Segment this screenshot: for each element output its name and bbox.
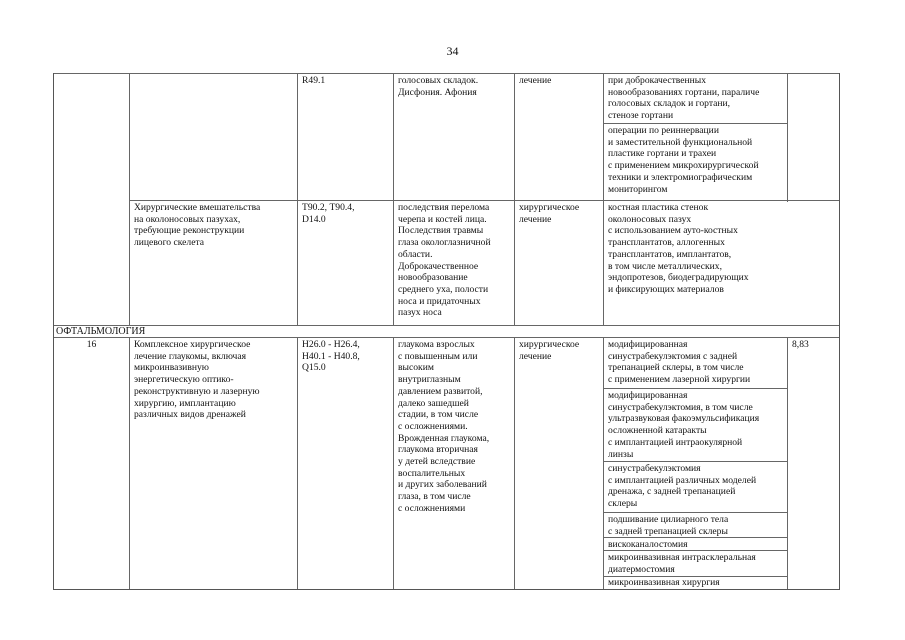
column-divider [129, 73, 130, 325]
column-divider [393, 337, 394, 589]
treatment-table [53, 73, 840, 590]
row-divider [603, 388, 787, 389]
row-number-cell: 16 [86, 339, 97, 350]
column-divider [787, 337, 788, 589]
column-divider [787, 73, 788, 202]
column-divider [514, 337, 515, 589]
treatment-type-cell: лечение [519, 75, 552, 86]
treatment-method-cell: операции по реиннервации и заместительной функциональной пластике гортани и трахеи с применением микрохирургической техники и электромиографическим мониторингом [608, 125, 759, 195]
cost-cell: 8,83 [792, 339, 809, 350]
column-divider [603, 337, 604, 589]
treatment-method-cell: при доброкачественных новообразованиях гортани, параличе голосовых складок и гортани, стенозе гортани [608, 75, 760, 122]
treatment-method-cell: микроинвазивная интрасклеральная диатермостомия [608, 552, 756, 575]
treatment-type-cell: хирургическое лечение [519, 339, 580, 362]
column-divider [514, 73, 515, 325]
section-heading: ОФТАЛЬМОЛОГИЯ [56, 326, 146, 337]
icd-code-cell: R49.1 [302, 75, 326, 86]
treatment-method-cell: микроинвазивная хирургия [608, 577, 720, 588]
row-divider [129, 200, 839, 201]
treatment-method-cell: синустрабекулэктомия с имплантацией различных моделей дренажа, с задней трепанацией склеры [608, 463, 757, 510]
intervention-name-cell: Хирургические вмешательства на околоносовых пазухах, требующие реконструкции лицевого скелета [134, 202, 261, 249]
patient-model-cell: последствия перелома черепа и костей лица. Последствия травмы глаза окологлазничной области. Доброкачественное новообразование среднего уха, полости носа и придаточных пазух носа [398, 202, 491, 319]
treatment-method-cell: костная пластика стенок околоносовых пазух с использованием ауто-костных трансплантатов, аллогенных трансплантатов, имплантатов, в том числе металлических, эндопротезов, биодеградирующих и фиксирующих материалов [608, 202, 749, 295]
patient-model-cell: глаукома взрослых с повышенным или высоким внутриглазным давлением развитой, далеко зашедшей стадии, в том числе с осложнениями. Врожденная глаукома, глаукома вторичная у детей вследствие воспалительных и других заболеваний глаза, в том числе с осложнениями [398, 339, 490, 514]
treatment-type-cell: хирургическое лечение [519, 202, 580, 225]
column-divider [129, 337, 130, 589]
treatment-method-cell: вискоканалостомия [608, 539, 688, 550]
row-divider [603, 512, 787, 513]
treatment-method-cell: модифицированная синустрабекулэктомия с задней трепанацией склеры, в том числе с применением лазерной хирургии [608, 339, 751, 386]
page-number: 34 [446, 44, 459, 58]
icd-code-cell: Т90.2, Т90.4, D14.0 [302, 202, 355, 225]
column-divider [393, 73, 394, 325]
row-divider [54, 337, 839, 338]
column-divider [603, 73, 604, 325]
patient-model-cell: голосовых складок. Дисфония. Афония [398, 75, 479, 98]
column-divider [297, 73, 298, 325]
icd-code-cell: Н26.0 - Н26.4, Н40.1 - Н40.8, Q15.0 [302, 339, 360, 374]
column-divider [297, 337, 298, 589]
row-divider [603, 123, 787, 124]
row-divider [603, 461, 787, 462]
treatment-method-cell: подшивание цилиарного тела с задней трепанацией склеры [608, 514, 729, 537]
intervention-name-cell: Комплексное хирургическое лечение глаукомы, включая микроинвазивную энергетическую оптико- реконструктивную и лазерную хирургию, имплантацию различных видов дренажей [134, 339, 260, 421]
row-divider [54, 73, 839, 74]
treatment-method-cell: модифицированная синустрабекулэктомия, в том числе ультразвуковая факоэмульсификация осложненной катаракты с имплантацией интраокулярной линзы [608, 390, 760, 460]
